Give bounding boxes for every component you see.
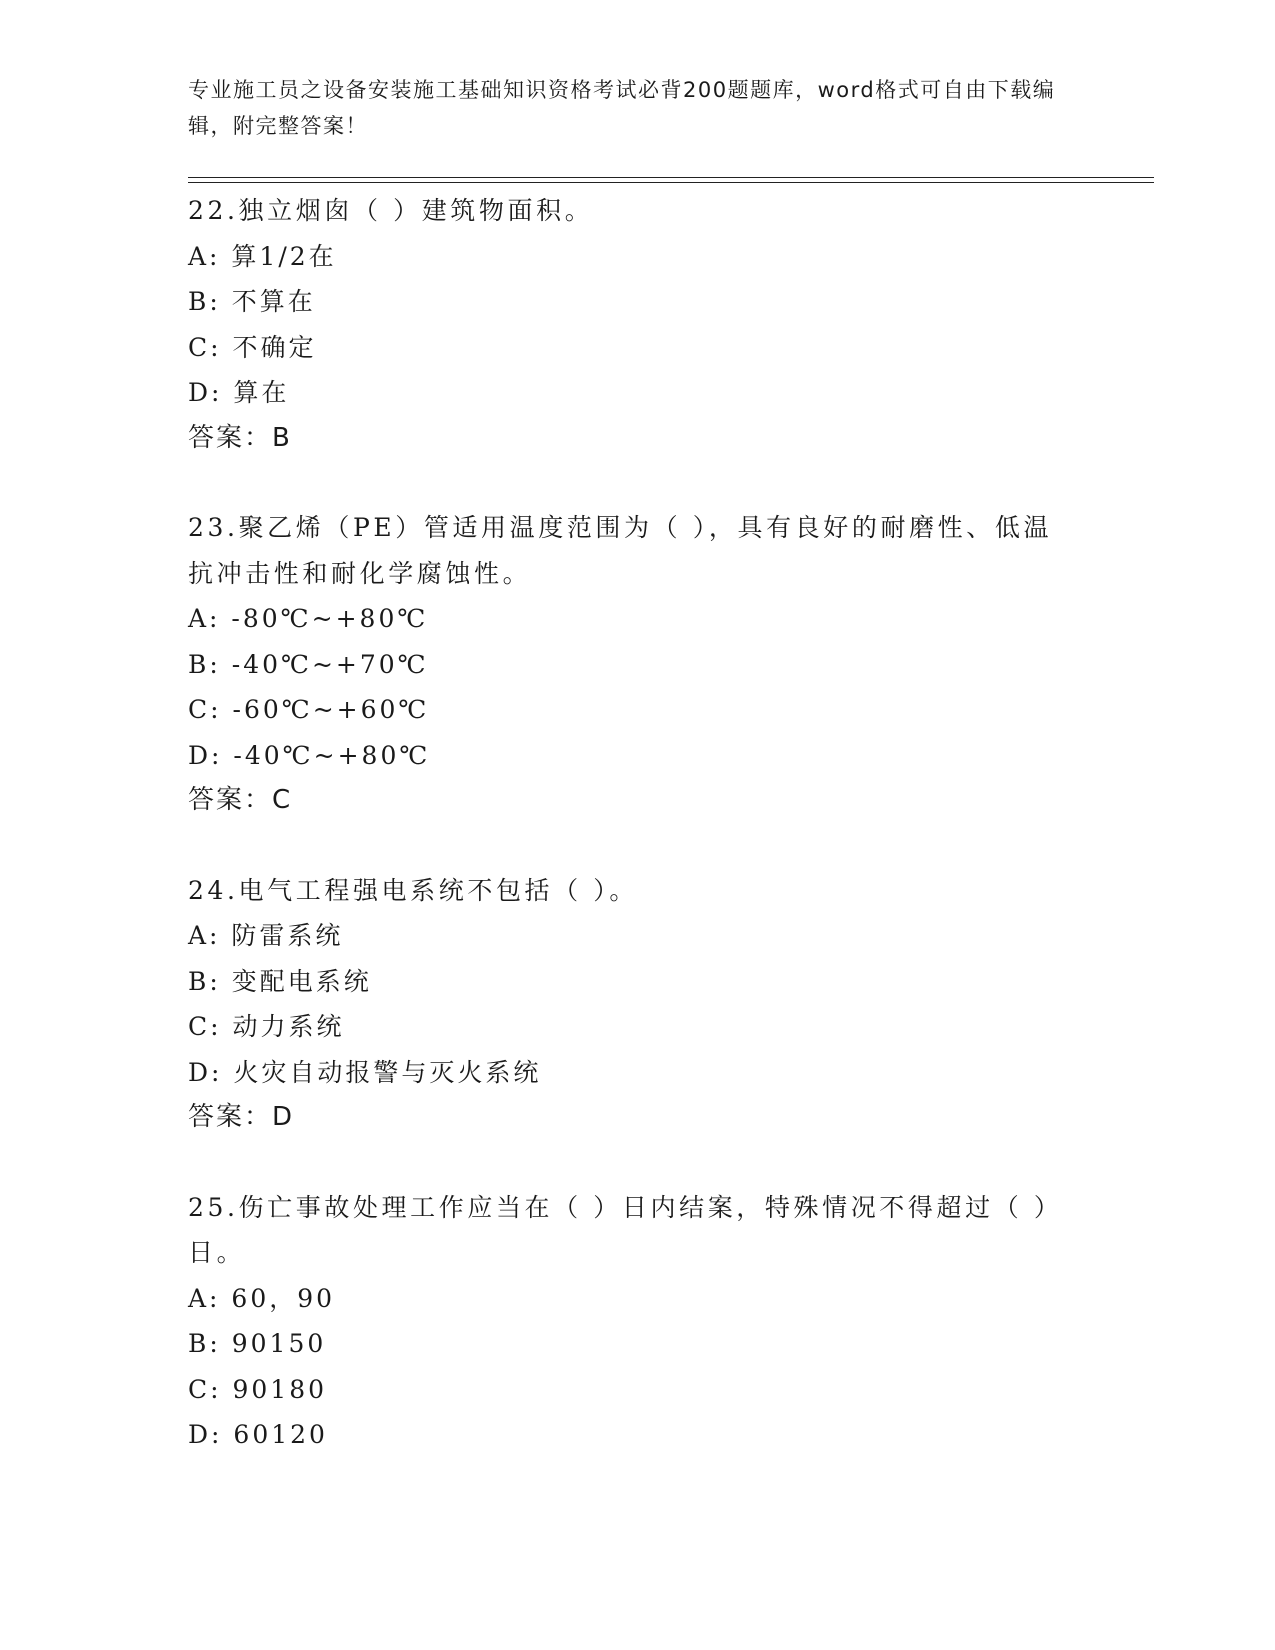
option-c: C: 90180	[188, 1374, 328, 1404]
question-stem: 22.独立烟囱（ ）建筑物面积。	[188, 196, 594, 225]
question-24	[188, 868, 1068, 1141]
question-stem: 25.伤亡事故处理工作应当在（ ）日内结案，特殊情况不得超过（ ）日。	[188, 1192, 1063, 1267]
option-d: D: -40℃~+80℃	[188, 740, 431, 770]
option-d: D: 火灾自动报警与灭火系统	[188, 1057, 542, 1087]
option-b: B: 90150	[188, 1329, 327, 1358]
option-b: B: 不算在	[188, 287, 316, 316]
question-23	[188, 505, 1068, 824]
header-divider-top	[188, 177, 1154, 178]
question-25	[188, 1185, 1068, 1458]
option-a: A: 算1/2在	[188, 241, 337, 271]
option-b: B: -40℃~+70℃	[188, 649, 429, 679]
option-d: D: 算在	[188, 378, 290, 407]
option-a: A: -80℃~+80℃	[188, 604, 429, 633]
document-header: 专业施工员之设备安装施工基础知识资格考试必背200题题库，word格式可自由下载编辑，附完整答案！	[188, 78, 1056, 138]
question-stem: 24.电气工程强电系统不包括（ ）。	[188, 875, 639, 905]
header-divider-bottom	[188, 182, 1154, 183]
answer-label: 答案：C	[188, 785, 293, 815]
option-c: C: 不确定	[188, 332, 317, 362]
option-c: C: 动力系统	[188, 1012, 345, 1041]
answer-label: 答案：D	[188, 1102, 295, 1132]
answer-label: 答案：B	[188, 422, 292, 453]
option-a: A: 60，90	[188, 1283, 336, 1313]
question-list	[188, 188, 1068, 1502]
question-22	[188, 188, 1068, 461]
option-b: B: 变配电系统	[188, 966, 372, 996]
question-stem: 23.聚乙烯（PE）管适用温度范围为（ ），具有良好的耐磨性、低温抗冲击性和耐化学腐蚀性。	[188, 513, 1053, 588]
option-a: A: 防雷系统	[188, 921, 344, 950]
option-c: C: -60℃~+60℃	[188, 695, 430, 724]
option-d: D: 60120	[188, 1420, 328, 1449]
